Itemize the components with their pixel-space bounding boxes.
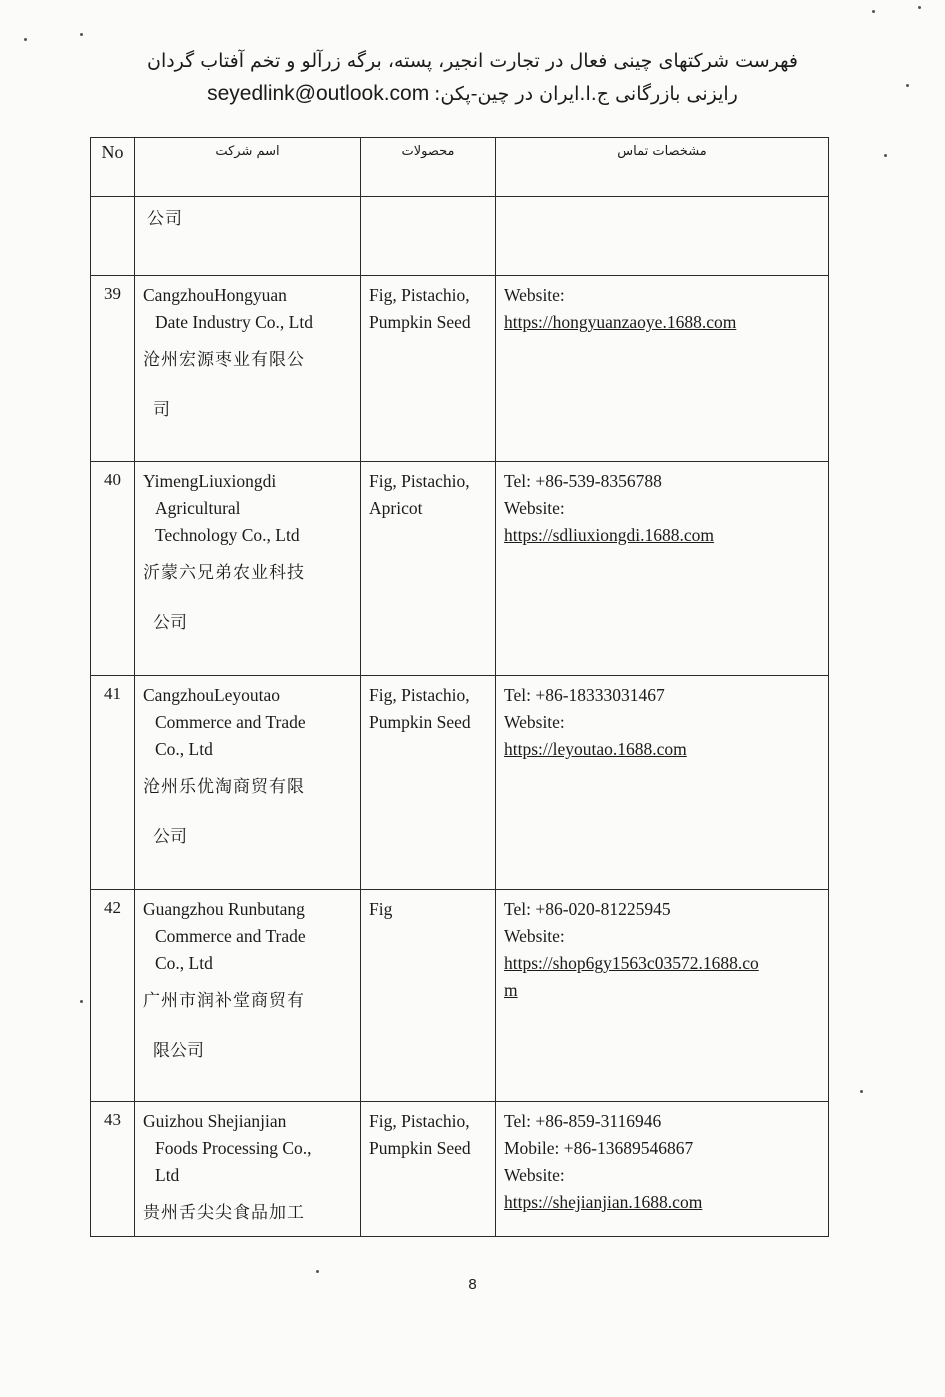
cell-no: 41 xyxy=(91,676,135,890)
website-link[interactable]: https://leyoutao.1688.com xyxy=(504,739,687,759)
products-line: Fig, Pistachio, xyxy=(369,685,470,705)
website-link[interactable]: https://shop6gy1563c03572.1688.co xyxy=(504,953,759,973)
scan-speck xyxy=(918,6,921,9)
company-name-cn-line: 限公司 xyxy=(153,1041,204,1061)
cell-contact xyxy=(496,890,829,1102)
cell-company xyxy=(135,462,361,676)
cell-no: 40 xyxy=(91,462,135,676)
cell-products xyxy=(361,462,496,676)
products-line: Fig, Pistachio, xyxy=(369,285,470,305)
header-products: محصولات xyxy=(361,138,496,197)
table-row-continued xyxy=(91,197,829,276)
page-number: 8 xyxy=(468,1276,477,1293)
company-name-cn-line: 公司 xyxy=(153,827,187,847)
cell-contact xyxy=(496,197,829,276)
cell-contact xyxy=(496,1102,829,1237)
company-name-cn-line: 司 xyxy=(153,400,170,420)
header-no: No xyxy=(91,138,135,197)
contact-line: Website: xyxy=(504,285,565,305)
contact-line: Tel: +86-020-81225945 xyxy=(504,899,671,919)
products-line: Apricot xyxy=(369,498,423,518)
contact-line: Website: xyxy=(504,712,565,732)
company-name-en-line: Technology Co., Ltd xyxy=(155,525,300,545)
cell-no: 43 xyxy=(91,1102,135,1237)
contact-email: seyedlink@outlook.com xyxy=(207,82,430,105)
company-name-cn: 公司 xyxy=(147,209,183,229)
companies-table xyxy=(90,137,829,1237)
document-title: فهرست شرکتهای چینی فعال در تجارت انجیر، پسته، برگه زرآلو و تخم آفتاب گردان xyxy=(146,50,799,72)
products-line: Fig xyxy=(369,899,393,919)
products-line: Fig, Pistachio, xyxy=(369,471,470,491)
cell-company xyxy=(135,676,361,890)
cell-products xyxy=(361,276,496,462)
cell-no: 39 xyxy=(91,276,135,462)
scan-speck xyxy=(906,84,909,87)
contact-line: Mobile: +86-13689546867 xyxy=(504,1138,694,1158)
company-name-en-line: Commerce and Trade xyxy=(155,926,306,946)
header-contact: مشخصات تماس xyxy=(496,138,829,197)
cell-products xyxy=(361,1102,496,1237)
cell-no xyxy=(91,197,135,276)
company-name-en-line: Guizhou Shejianjian xyxy=(143,1111,287,1131)
cell-no: 42 xyxy=(91,890,135,1102)
table-row xyxy=(91,276,829,462)
contact-line: Website: xyxy=(504,1165,565,1185)
products-line: Fig, Pistachio, xyxy=(369,1111,470,1131)
company-name-cn-line: 公司 xyxy=(153,613,187,633)
company-name-en-line: Commerce and Trade xyxy=(155,712,306,732)
table-row xyxy=(91,890,829,1102)
cell-contact xyxy=(496,276,829,462)
products-line: Pumpkin Seed xyxy=(369,1138,471,1158)
website-link[interactable]: https://sdliuxiongdi.1688.com xyxy=(504,525,715,545)
cell-products xyxy=(361,676,496,890)
products-line: Pumpkin Seed xyxy=(369,712,471,732)
cell-company xyxy=(135,1102,361,1237)
company-name-en-line: Date Industry Co., Ltd xyxy=(155,312,313,332)
company-name-en-line: CangzhouHongyuan xyxy=(143,285,287,305)
company-name-en-line: CangzhouLeyoutao xyxy=(143,685,281,705)
table-row xyxy=(91,676,829,890)
scan-speck xyxy=(872,10,875,13)
scan-speck xyxy=(884,154,887,157)
company-name-cn-line: 沧州乐优淘商贸有限 xyxy=(143,777,305,797)
company-name-en-line: Co., Ltd xyxy=(155,739,213,759)
table-row xyxy=(91,462,829,676)
cell-company xyxy=(135,890,361,1102)
cell-contact xyxy=(496,676,829,890)
website-link[interactable]: https://shejianjian.1688.com xyxy=(504,1192,703,1212)
website-link[interactable]: m xyxy=(504,980,518,1000)
subtitle-text: رایزنی بازرگانی ج.ا.ایران در چین-پکن: xyxy=(433,83,738,105)
contact-line: Tel: +86-859-3116946 xyxy=(504,1111,662,1131)
cell-company xyxy=(135,276,361,462)
cell-contact xyxy=(496,462,829,676)
cell-products xyxy=(361,890,496,1102)
company-name-en-line: Foods Processing Co., xyxy=(155,1138,312,1158)
contact-line: Tel: +86-539-8356788 xyxy=(504,471,662,491)
products-line: Pumpkin Seed xyxy=(369,312,471,332)
company-name-en-line: YimengLiuxiongdi xyxy=(143,471,277,491)
company-name-en-line: Guangzhou Runbutang xyxy=(143,899,305,919)
contact-line: Tel: +86-18333031467 xyxy=(504,685,665,705)
document-subtitle xyxy=(0,82,945,106)
scan-speck xyxy=(80,1000,83,1003)
header-company: اسم شرکت xyxy=(135,138,361,197)
company-name-en-line: Agricultural xyxy=(155,498,241,518)
cell-products xyxy=(361,197,496,276)
company-name-cn-line: 贵州舌尖尖食品加工 xyxy=(143,1203,305,1223)
table-header-row xyxy=(91,138,829,197)
cell-company xyxy=(135,197,361,276)
scan-speck xyxy=(316,1270,319,1273)
company-name-cn-line: 沂蒙六兄弟农业科技 xyxy=(143,563,305,583)
website-link[interactable]: https://hongyuanzaoye.1688.com xyxy=(504,312,737,332)
company-name-cn-line: 广州市润补堂商贸有 xyxy=(143,991,305,1011)
company-name-en-line: Co., Ltd xyxy=(155,953,213,973)
scan-speck xyxy=(860,1090,863,1093)
contact-line: Website: xyxy=(504,926,565,946)
company-name-cn-line: 沧州宏源枣业有限公 xyxy=(143,350,305,370)
table-row xyxy=(91,1102,829,1237)
scan-speck xyxy=(80,33,83,36)
contact-line: Website: xyxy=(504,498,565,518)
scan-speck xyxy=(24,38,27,41)
company-name-en-line: Ltd xyxy=(155,1165,180,1185)
